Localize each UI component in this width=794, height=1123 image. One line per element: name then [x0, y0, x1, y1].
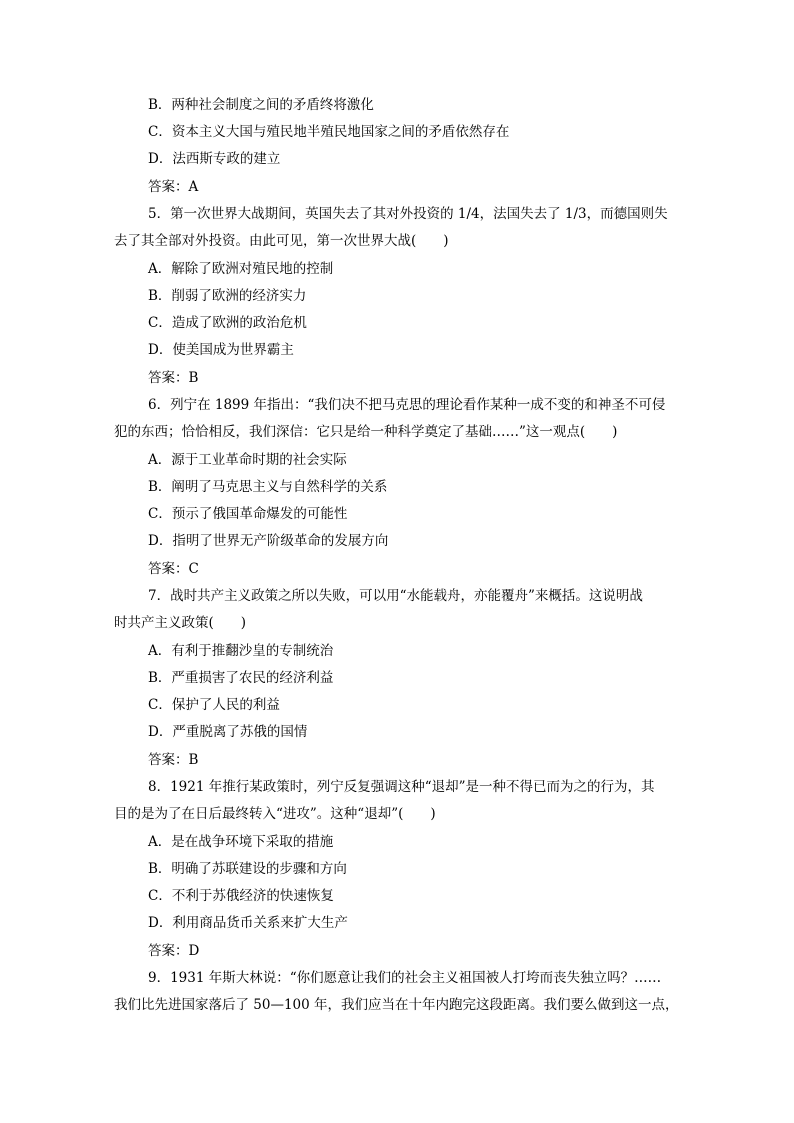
q4-answer: 答案：A — [148, 179, 199, 195]
q8-stem-line-1: 8．1921 年推行某政策时，列宁反复强调这种“退却”是一种不得已而为之的行为，其 — [148, 779, 655, 795]
q8-option-c: C．不利于苏俄经济的快速恢复 — [148, 888, 334, 904]
q7-option-d: D．严重脱离了苏俄的国情 — [148, 724, 308, 740]
q4-option-b: B．两种社会制度之间的矛盾终将激化 — [148, 97, 374, 113]
q7-option-c: C．保护了人民的利益 — [148, 697, 280, 713]
q6-stem-line-1: 6．列宁在 1899 年指出：“我们决不把马克思的理论看作某种一成不变的和神圣不可侵 — [148, 397, 666, 413]
q8-option-b: B．明确了苏联建设的步骤和方向 — [148, 861, 347, 877]
q7-stem-line-1: 7．战时共产主义政策之所以失败，可以用“水能载舟，亦能覆舟”来概括。这说明战 — [148, 588, 643, 604]
q8-option-d: D．利用商品货币关系来扩大生产 — [148, 915, 348, 931]
q4-option-c: C．资本主义大国与殖民地半殖民地国家之间的矛盾依然存在 — [148, 124, 510, 140]
q6-answer: 答案：C — [148, 561, 199, 577]
q7-stem-line-2: 时共产主义政策( ) — [114, 615, 247, 631]
q6-stem-line-2: 犯的东西；恰恰相反，我们深信：它只是给一种科学奠定了基础……”这一观点( ) — [114, 424, 618, 440]
q6-option-a: A．源于工业革命时期的社会实际 — [148, 452, 347, 468]
q5-stem-line-1: 5．第一次世界大战期间，英国失去了其对外投资的 1/4，法国失去了 1/3，而德国则失 — [148, 206, 668, 222]
q4-option-d: D．法西斯专政的建立 — [148, 151, 281, 167]
q8-option-a: A．是在战争环境下采取的措施 — [148, 834, 334, 850]
q8-answer: 答案：D — [148, 943, 200, 959]
q5-answer: 答案：B — [148, 370, 199, 386]
q6-option-b: B．阐明了马克思主义与自然科学的关系 — [148, 479, 388, 495]
q8-stem-line-2: 目的是为了在日后最终转入“进攻”。这种“退却”( ) — [114, 806, 436, 822]
q7-answer: 答案：B — [148, 752, 199, 768]
q9-stem-line-1: 9．1931 年斯大林说：“你们愿意让我们的社会主义祖国被人打垮而丧失独立吗？…… — [148, 970, 662, 986]
q5-option-c: C．造成了欧洲的政治危机 — [148, 315, 307, 331]
q5-option-a: A．解除了欧洲对殖民地的控制 — [148, 261, 334, 277]
q6-option-c: C．预示了俄国革命爆发的可能性 — [148, 506, 348, 522]
q6-option-d: D．指明了世界无产阶级革命的发展方向 — [148, 533, 389, 549]
q5-option-b: B．削弱了欧洲的经济实力 — [148, 288, 307, 304]
q5-stem-line-2: 去了其全部对外投资。由此可见，第一次世界大战( ) — [114, 233, 449, 249]
q7-option-a: A．有利于推翻沙皇的专制统治 — [148, 643, 334, 659]
q7-option-b: B．严重损害了农民的经济利益 — [148, 670, 334, 686]
q5-option-d: D．使美国成为世界霸主 — [148, 342, 294, 358]
q9-stem-line-2: 我们比先进国家落后了 50—100 年，我们应当在十年内跑完这段距离。我们要么做到这一点， — [114, 997, 679, 1013]
